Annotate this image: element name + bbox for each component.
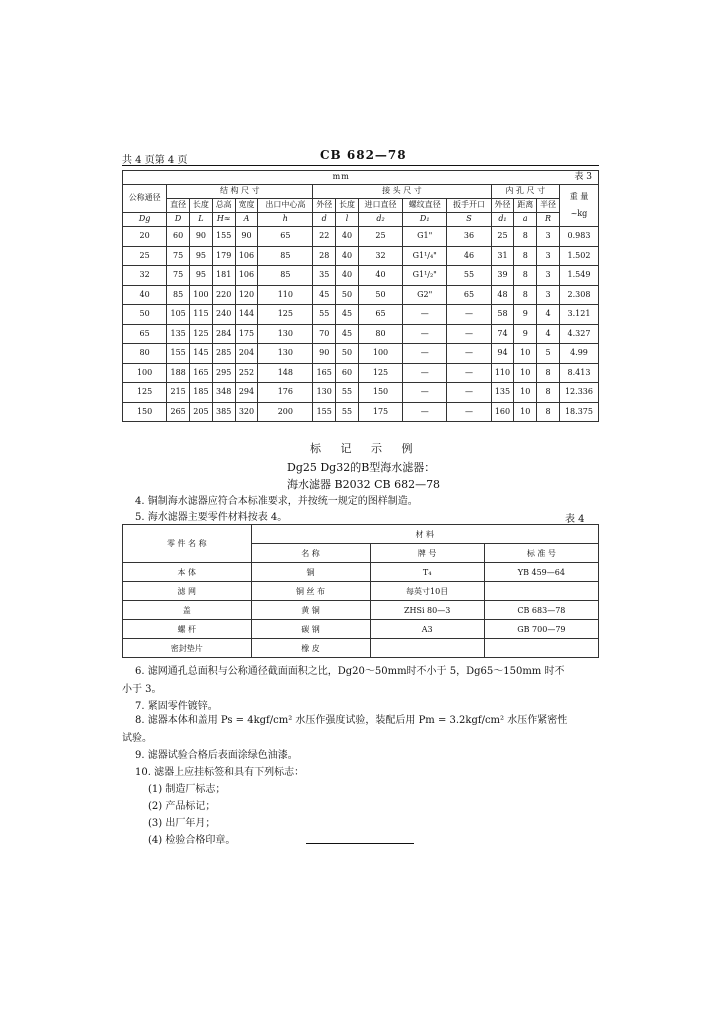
list-item: (4) 检验合格印章。	[148, 835, 236, 846]
table-cell: 80	[358, 324, 402, 344]
table-cell: 320	[235, 402, 258, 422]
table-cell: 125	[258, 305, 313, 325]
table-cell: —	[447, 305, 491, 325]
column-label: 进口直径	[358, 199, 402, 213]
table-cell: 252	[235, 363, 258, 383]
table-cell: 10	[514, 383, 537, 403]
table-cell: 175	[235, 324, 258, 344]
table-cell: 3.121	[559, 305, 598, 325]
group-inner-hole: 内 孔 尺 寸	[491, 185, 559, 199]
table-row	[123, 285, 599, 305]
table-cell: 55	[447, 266, 491, 286]
table-row	[123, 266, 599, 286]
group-structure: 结 构 尺 寸	[167, 185, 313, 199]
table-cell: 155	[212, 227, 235, 247]
column-label: 螺纹直径	[403, 199, 447, 213]
table-cell: 9	[514, 324, 537, 344]
table-cell: —	[403, 324, 447, 344]
table-cell: 滤 网	[123, 582, 252, 601]
table-cell: 螺 杆	[123, 620, 252, 639]
table-cell: 4	[537, 305, 560, 325]
table-cell: 215	[167, 383, 190, 403]
column-label: 总高	[212, 199, 235, 213]
column-label: 外径	[313, 199, 336, 213]
table-row	[123, 344, 599, 364]
table-cell: —	[447, 344, 491, 364]
t4-head-part: 零 件 名 称	[123, 525, 252, 563]
column-label: 半径	[537, 199, 560, 213]
column-label: 出口中心高	[258, 199, 313, 213]
table-cell: 8	[514, 266, 537, 286]
table-cell: 185	[190, 383, 213, 403]
table-cell: 25	[123, 246, 167, 266]
table-cell: 50	[336, 285, 359, 305]
table-cell: CB 683—78	[484, 601, 598, 620]
table-cell: 65	[358, 305, 402, 325]
table-cell: 265	[167, 402, 190, 422]
table-cell: 220	[212, 285, 235, 305]
paragraph-6: 6. 滤网通孔总面积与公称通径截面面积之比，Dg20～50mm时不小于 5，Dg65～150mm 时不	[135, 666, 565, 677]
table-cell: 100	[123, 363, 167, 383]
table-cell	[370, 639, 484, 658]
table-cell: 橡 皮	[251, 639, 370, 658]
page-info: 共 4 页第 4 页	[122, 155, 188, 166]
table-cell: 每英寸10目	[370, 582, 484, 601]
table-cell: 110	[491, 363, 514, 383]
table-cell: 105	[167, 305, 190, 325]
table-cell: —	[447, 324, 491, 344]
table-cell: 铜 丝 布	[251, 582, 370, 601]
table-cell: 135	[167, 324, 190, 344]
table-cell: 65	[447, 285, 491, 305]
table-cell: 55	[313, 305, 336, 325]
column-symbol: D₁	[403, 213, 447, 227]
table-cell: 65	[258, 227, 313, 247]
table-cell: 45	[336, 324, 359, 344]
table-cell: 74	[491, 324, 514, 344]
table-cell: 35	[313, 266, 336, 286]
table-cell: ZHSi 80—3	[370, 601, 484, 620]
column-symbol: d₂	[358, 213, 402, 227]
table-cell: 145	[190, 344, 213, 364]
t4-subhead-name: 名 称	[251, 544, 370, 563]
table-cell: 50	[336, 344, 359, 364]
table-cell: 40	[123, 285, 167, 305]
table-cell: 240	[212, 305, 235, 325]
table-cell: —	[447, 402, 491, 422]
column-symbol: d₁	[491, 213, 514, 227]
table-cell: 25	[358, 227, 402, 247]
table-cell: 8	[537, 363, 560, 383]
weight-label: 重 量	[569, 191, 589, 201]
table-cell: 125	[190, 324, 213, 344]
table-cell: 100	[358, 344, 402, 364]
table-cell: 48	[491, 285, 514, 305]
table-4	[122, 524, 599, 658]
table-cell: G1¹/₂"	[403, 266, 447, 286]
column-label: 距离	[514, 199, 537, 213]
table-cell: 2.308	[559, 285, 598, 305]
table-cell: 70	[313, 324, 336, 344]
marking-title: 标 记 示 例	[310, 442, 421, 455]
column-symbol: a	[514, 213, 537, 227]
table-row	[123, 383, 599, 403]
table-cell: —	[447, 383, 491, 403]
table-cell: 179	[212, 246, 235, 266]
table-cell: 65	[123, 324, 167, 344]
table-cell: 188	[167, 363, 190, 383]
column-label: 直径	[167, 199, 190, 213]
table-cell	[484, 582, 598, 601]
table-cell: 9	[514, 305, 537, 325]
list-item: (3) 出厂年月；	[148, 818, 216, 829]
table-cell: 285	[212, 344, 235, 364]
table-cell: 50	[358, 285, 402, 305]
table-cell: 165	[190, 363, 213, 383]
table-cell: 130	[313, 383, 336, 403]
table-cell: —	[403, 305, 447, 325]
table-row	[123, 402, 599, 422]
table-cell: 80	[123, 344, 167, 364]
table-cell: 1.502	[559, 246, 598, 266]
list-item: (1) 制造厂标志；	[148, 784, 226, 795]
marking-example-line2: 海水滤器 B2032 CB 682—78	[287, 478, 441, 491]
table-cell: 4	[537, 324, 560, 344]
table-cell: 100	[190, 285, 213, 305]
table-cell: 204	[235, 344, 258, 364]
table-cell: 160	[491, 402, 514, 422]
table-cell: 8	[514, 285, 537, 305]
column-symbol: H≈	[212, 213, 235, 227]
paragraph-9: 9. 滤器试验合格后表面涂绿色油漆。	[135, 750, 298, 761]
table-cell: 10	[514, 344, 537, 364]
table-cell: YB 459—64	[484, 563, 598, 582]
table-cell: 55	[336, 383, 359, 403]
table-cell: 31	[491, 246, 514, 266]
table-row	[123, 620, 599, 639]
table-cell: 175	[358, 402, 402, 422]
t4-subhead-standard: 标 准 号	[484, 544, 598, 563]
table-cell: 40	[358, 266, 402, 286]
column-label: 扳手开口	[447, 199, 491, 213]
paragraph-6-cont: 小于 3。	[122, 684, 162, 695]
table-cell: 密封垫片	[123, 639, 252, 658]
paragraph-8-cont: 试验。	[122, 733, 152, 744]
table-cell: 295	[212, 363, 235, 383]
table-cell: 碳 钢	[251, 620, 370, 639]
table-cell: 40	[336, 227, 359, 247]
table-cell: 5	[537, 344, 560, 364]
table-cell: 155	[313, 402, 336, 422]
table-cell: 150	[358, 383, 402, 403]
table-cell: 1.549	[559, 266, 598, 286]
table-cell: 106	[235, 266, 258, 286]
table-cell: 22	[313, 227, 336, 247]
column-symbol: D	[167, 213, 190, 227]
table-cell: 46	[447, 246, 491, 266]
column-label: 外径	[491, 199, 514, 213]
table-row	[123, 227, 599, 247]
marking-example-line1: Dg25 Dg32的B型海水滤器：	[287, 461, 436, 474]
table-cell: A3	[370, 620, 484, 639]
table-cell: 125	[123, 383, 167, 403]
table-cell: 120	[235, 285, 258, 305]
table-row	[123, 363, 599, 383]
table-cell	[484, 639, 598, 658]
col-dg-symbol: Dg	[123, 213, 167, 227]
table-cell: 28	[313, 246, 336, 266]
paragraph-7: 7. 紧固零件镀锌。	[135, 701, 218, 712]
table-cell: 60	[167, 227, 190, 247]
table-cell: 12.336	[559, 383, 598, 403]
table3-unit: mm	[123, 171, 560, 185]
table-cell: 130	[258, 344, 313, 364]
group-connection: 接 头 尺 寸	[313, 185, 491, 199]
table-cell: G2"	[403, 285, 447, 305]
table-cell: 3	[537, 246, 560, 266]
header-rule	[122, 165, 599, 166]
table-cell: 148	[258, 363, 313, 383]
table-cell: 95	[190, 266, 213, 286]
table-row	[123, 563, 599, 582]
table-cell: 115	[190, 305, 213, 325]
table-cell: 155	[167, 344, 190, 364]
table-cell: 130	[258, 324, 313, 344]
table-cell: GB 700—79	[484, 620, 598, 639]
table-cell: 40	[336, 266, 359, 286]
table-cell: 181	[212, 266, 235, 286]
t4-subhead-grade: 牌 号	[370, 544, 484, 563]
end-rule	[306, 843, 414, 844]
table-cell: 90	[235, 227, 258, 247]
table3-label: 表 3	[559, 171, 598, 185]
table-cell: 本 体	[123, 563, 252, 582]
table-cell: 4.327	[559, 324, 598, 344]
table-cell: 40	[336, 246, 359, 266]
table-cell: 125	[358, 363, 402, 383]
paragraph-4: 4. 铜制海水滤器应符合本标准要求，并按统一规定的图样制造。	[135, 496, 418, 507]
table-cell: 90	[313, 344, 336, 364]
table-3	[122, 170, 599, 422]
table-cell: 8	[537, 402, 560, 422]
table-cell: 135	[491, 383, 514, 403]
paragraph-10: 10. 滤器上应挂标签和具有下列标志：	[135, 767, 305, 778]
table-cell: 200	[258, 402, 313, 422]
table-cell: 348	[212, 383, 235, 403]
column-symbol: R	[537, 213, 560, 227]
column-symbol: l	[336, 213, 359, 227]
table-cell: G1"	[403, 227, 447, 247]
table-cell: 85	[258, 246, 313, 266]
table-cell: 10	[514, 363, 537, 383]
table-cell: 110	[258, 285, 313, 305]
table-cell: 3	[537, 285, 560, 305]
paragraph-5: 5. 海水滤器主要零件材料按表 4。	[135, 512, 288, 523]
table-cell: 10	[514, 402, 537, 422]
table-cell: 55	[336, 402, 359, 422]
col-dg-label: 公称通径	[123, 185, 167, 213]
column-label: 长度	[336, 199, 359, 213]
table-cell: 32	[358, 246, 402, 266]
table-row	[123, 582, 599, 601]
table-cell: 94	[491, 344, 514, 364]
table-cell: 铜	[251, 563, 370, 582]
table-cell: 3	[537, 266, 560, 286]
table-row	[123, 324, 599, 344]
column-label: 宽度	[235, 199, 258, 213]
table-cell: 黄 铜	[251, 601, 370, 620]
table-cell: 32	[123, 266, 167, 286]
table-cell: 95	[190, 246, 213, 266]
table-cell: 90	[190, 227, 213, 247]
column-symbol: S	[447, 213, 491, 227]
table4-label: 表 4	[565, 514, 585, 525]
table-cell: 25	[491, 227, 514, 247]
table-cell: 3	[537, 227, 560, 247]
table-cell: —	[447, 363, 491, 383]
table-cell: 8.413	[559, 363, 598, 383]
paragraph-8: 8. 滤器本体和盖用 Ps = 4kgf/cm² 水压作强度试验，装配后用 Pm = 3.2kgf/cm² 水压作紧密性	[135, 715, 568, 726]
column-symbol: h	[258, 213, 313, 227]
table-cell: 205	[190, 402, 213, 422]
table-cell: 150	[123, 402, 167, 422]
document-id: CB 682—78	[320, 148, 407, 162]
table-cell: 45	[313, 285, 336, 305]
table-cell: 75	[167, 246, 190, 266]
table-cell: G1¹/₄"	[403, 246, 447, 266]
table-cell: 50	[123, 305, 167, 325]
weight-unit: ~kg	[570, 208, 588, 218]
table-cell: 8	[514, 246, 537, 266]
table-cell: 4.99	[559, 344, 598, 364]
table-cell: 盖	[123, 601, 252, 620]
table-cell: —	[403, 344, 447, 364]
table-cell: 294	[235, 383, 258, 403]
table-cell: —	[403, 402, 447, 422]
table-cell: 106	[235, 246, 258, 266]
table-row	[123, 639, 599, 658]
table-cell: 20	[123, 227, 167, 247]
table-cell: 284	[212, 324, 235, 344]
table-cell: 144	[235, 305, 258, 325]
table-cell: —	[403, 383, 447, 403]
column-symbol: L	[190, 213, 213, 227]
table-cell: 45	[336, 305, 359, 325]
list-item: (2) 产品标记；	[148, 801, 216, 812]
column-symbol: A	[235, 213, 258, 227]
table-cell: 8	[537, 383, 560, 403]
table-cell: 85	[258, 266, 313, 286]
table-cell: 36	[447, 227, 491, 247]
table-row	[123, 305, 599, 325]
column-label: 长度	[190, 199, 213, 213]
table-row	[123, 246, 599, 266]
table-cell: 165	[313, 363, 336, 383]
column-symbol: d	[313, 213, 336, 227]
group-weight	[559, 185, 598, 227]
table-cell: 0.983	[559, 227, 598, 247]
t4-head-material: 材 料	[251, 525, 598, 544]
table-cell: 85	[167, 285, 190, 305]
table-cell: 58	[491, 305, 514, 325]
table-row	[123, 601, 599, 620]
table-cell: 75	[167, 266, 190, 286]
table-cell: 60	[336, 363, 359, 383]
table-cell: 385	[212, 402, 235, 422]
table-cell: 39	[491, 266, 514, 286]
table-cell: 176	[258, 383, 313, 403]
table-cell: T₄	[370, 563, 484, 582]
table-cell: 8	[514, 227, 537, 247]
table-cell: 18.375	[559, 402, 598, 422]
table-cell: —	[403, 363, 447, 383]
